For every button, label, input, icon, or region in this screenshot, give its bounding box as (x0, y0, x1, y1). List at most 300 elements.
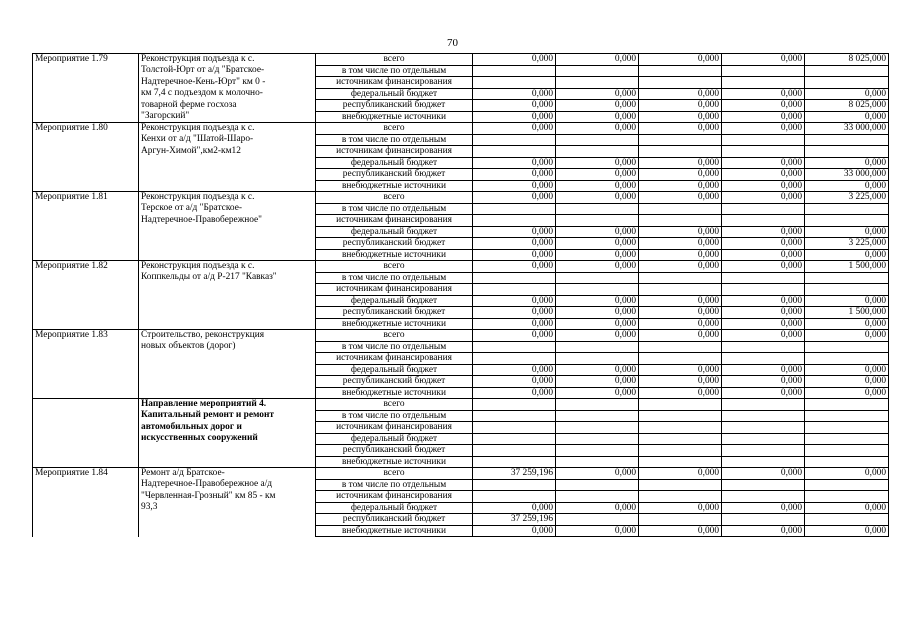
funding-source-cell: источникам финансирования (316, 422, 473, 434)
table-row (33, 65, 889, 77)
amount-cell: 0,000 (639, 376, 722, 388)
amount-cell: 0,000 (805, 318, 889, 330)
table-row (33, 157, 889, 169)
amount-cell (473, 215, 556, 227)
description-cell: Реконструкция подъезда к с. (139, 261, 316, 273)
table-row (33, 192, 889, 204)
amount-cell (722, 341, 805, 353)
amount-cell (473, 399, 556, 411)
table-row (33, 272, 889, 284)
amount-cell: 0,000 (556, 180, 639, 192)
description-cell (139, 353, 316, 365)
amount-cell: 0,000 (556, 525, 639, 537)
amount-cell (639, 422, 722, 434)
amount-cell (722, 399, 805, 411)
funding-source-cell: в том числе по отдельным (316, 65, 473, 77)
table-row (33, 226, 889, 238)
amount-cell (722, 433, 805, 445)
amount-cell (722, 353, 805, 365)
table-row (33, 376, 889, 388)
amount-cell: 0,000 (722, 364, 805, 376)
amount-cell: 0,000 (473, 318, 556, 330)
amount-cell: 0,000 (722, 100, 805, 112)
amount-cell: 0,000 (722, 249, 805, 261)
event-cell (33, 134, 139, 146)
description-cell: км 7,4 с подъездом к молочно- (139, 88, 316, 100)
amount-cell (639, 514, 722, 526)
amount-cell: 0,000 (556, 123, 639, 135)
event-cell (33, 88, 139, 100)
amount-cell: 0,000 (639, 318, 722, 330)
amount-cell: 0,000 (639, 238, 722, 250)
amount-cell: 3 225,000 (805, 238, 889, 250)
funding-source-cell: источникам финансирования (316, 353, 473, 365)
amount-cell (473, 433, 556, 445)
amount-cell: 0,000 (556, 249, 639, 261)
description-cell: Аргун-Химой",км2-км12 (139, 146, 316, 158)
description-cell: Надтеречное-Кень-Юрт" км 0 - (139, 77, 316, 89)
amount-cell (805, 65, 889, 77)
amount-cell (473, 410, 556, 422)
table-row (33, 307, 889, 319)
amount-cell (556, 445, 639, 457)
amount-cell: 0,000 (722, 123, 805, 135)
amount-cell: 0,000 (805, 502, 889, 514)
amount-cell (639, 399, 722, 411)
amount-cell (556, 215, 639, 227)
amount-cell: 0,000 (473, 180, 556, 192)
funding-source-cell: в том числе по отдельным (316, 479, 473, 491)
amount-cell: 0,000 (556, 502, 639, 514)
amount-cell: 0,000 (556, 468, 639, 480)
description-cell (139, 238, 316, 250)
amount-cell: 0,000 (722, 88, 805, 100)
table-row (33, 514, 889, 526)
description-cell: автомобильных дорог и (139, 422, 316, 434)
table-row (33, 249, 889, 261)
amount-cell (556, 341, 639, 353)
amount-cell (556, 514, 639, 526)
amount-cell: 0,000 (722, 307, 805, 319)
amount-cell (722, 284, 805, 296)
amount-cell: 0,000 (473, 169, 556, 181)
table-row (33, 502, 889, 514)
amount-cell (556, 491, 639, 503)
amount-cell (556, 399, 639, 411)
page-number: 70 (447, 37, 458, 49)
table-row (33, 203, 889, 215)
description-cell (139, 376, 316, 388)
amount-cell: 0,000 (805, 226, 889, 238)
amount-cell: 0,000 (473, 249, 556, 261)
event-cell (33, 353, 139, 365)
event-cell (33, 387, 139, 399)
amount-cell (639, 134, 722, 146)
description-cell: Надтеречное-Правобережное а/д (139, 479, 316, 491)
event-cell (33, 479, 139, 491)
amount-cell: 0,000 (639, 249, 722, 261)
amount-cell: 0,000 (639, 261, 722, 273)
amount-cell (556, 422, 639, 434)
amount-cell: 0,000 (556, 330, 639, 342)
amount-cell: 0,000 (639, 169, 722, 181)
amount-cell (805, 445, 889, 457)
amount-cell (805, 134, 889, 146)
amount-cell (722, 65, 805, 77)
amount-cell: 0,000 (473, 364, 556, 376)
event-cell (33, 307, 139, 319)
table-row (33, 88, 889, 100)
amount-cell (639, 479, 722, 491)
amount-cell: 0,000 (639, 123, 722, 135)
amount-cell: 3 225,000 (805, 192, 889, 204)
amount-cell: 0,000 (473, 88, 556, 100)
description-cell (139, 525, 316, 537)
amount-cell (556, 456, 639, 468)
description-cell: "Загорский" (139, 111, 316, 123)
amount-cell (805, 514, 889, 526)
funding-source-cell: федеральный бюджет (316, 88, 473, 100)
amount-cell (639, 146, 722, 158)
amount-cell (556, 65, 639, 77)
amount-cell: 0,000 (473, 295, 556, 307)
amount-cell (805, 479, 889, 491)
description-cell: Кенхи от а/д "Шатой-Шаро- (139, 134, 316, 146)
event-cell (33, 445, 139, 457)
table-row (33, 100, 889, 112)
amount-cell: 0,000 (639, 180, 722, 192)
description-cell: 93,3 (139, 502, 316, 514)
amount-cell (805, 422, 889, 434)
event-cell (33, 399, 139, 411)
amount-cell: 0,000 (473, 192, 556, 204)
amount-cell (639, 433, 722, 445)
amount-cell (639, 65, 722, 77)
amount-cell: 0,000 (639, 387, 722, 399)
funding-source-cell: всего (316, 261, 473, 273)
description-cell: товарной ферме госхоза (139, 100, 316, 112)
funding-source-cell: всего (316, 399, 473, 411)
amount-cell: 0,000 (639, 88, 722, 100)
event-cell: Мероприятие 1.81 (33, 192, 139, 204)
amount-cell: 0,000 (805, 525, 889, 537)
funding-source-cell: источникам финансирования (316, 215, 473, 227)
funding-source-cell: источникам финансирования (316, 77, 473, 89)
amount-cell (722, 203, 805, 215)
amount-cell (639, 215, 722, 227)
description-cell: Ремонт а/д Братское- (139, 468, 316, 480)
amount-cell: 0,000 (473, 307, 556, 319)
funding-source-cell: всего (316, 330, 473, 342)
table-row (33, 180, 889, 192)
amount-cell (639, 353, 722, 365)
amount-cell: 33 000,000 (805, 123, 889, 135)
amount-cell: 0,000 (805, 111, 889, 123)
event-cell (33, 215, 139, 227)
event-cell (33, 376, 139, 388)
amount-cell: 0,000 (556, 387, 639, 399)
description-cell: Терское от а/д "Братское- (139, 203, 316, 215)
amount-cell: 0,000 (639, 111, 722, 123)
amount-cell: 0,000 (473, 376, 556, 388)
amount-cell (805, 491, 889, 503)
table-row (33, 123, 889, 135)
amount-cell: 0,000 (556, 307, 639, 319)
amount-cell: 0,000 (722, 468, 805, 480)
amount-cell (556, 77, 639, 89)
amount-cell (805, 353, 889, 365)
amount-cell (722, 491, 805, 503)
amount-cell: 0,000 (805, 249, 889, 261)
amount-cell: 0,000 (473, 226, 556, 238)
event-cell (33, 249, 139, 261)
amount-cell (473, 491, 556, 503)
description-cell (139, 364, 316, 376)
amount-cell: 0,000 (639, 525, 722, 537)
table-row (33, 238, 889, 250)
funding-source-cell: федеральный бюджет (316, 295, 473, 307)
amount-cell (639, 341, 722, 353)
amount-cell: 8 025,000 (805, 54, 889, 66)
amount-cell (473, 203, 556, 215)
amount-cell: 0,000 (805, 180, 889, 192)
funding-source-cell: республиканский бюджет (316, 100, 473, 112)
table-row (33, 353, 889, 365)
description-cell (139, 387, 316, 399)
amount-cell (473, 65, 556, 77)
event-cell (33, 525, 139, 537)
amount-cell (805, 203, 889, 215)
amount-cell: 0,000 (639, 468, 722, 480)
funding-source-cell: источникам финансирования (316, 284, 473, 296)
event-cell (33, 422, 139, 434)
event-cell (33, 100, 139, 112)
amount-cell (805, 146, 889, 158)
event-cell (33, 272, 139, 284)
event-cell (33, 456, 139, 468)
event-cell (33, 318, 139, 330)
funding-source-cell: федеральный бюджет (316, 502, 473, 514)
description-cell (139, 226, 316, 238)
event-cell (33, 111, 139, 123)
amount-cell: 1 500,000 (805, 261, 889, 273)
table-row (33, 468, 889, 480)
amount-cell: 0,000 (556, 88, 639, 100)
table-row (33, 215, 889, 227)
funding-source-cell: всего (316, 54, 473, 66)
funding-source-cell: в том числе по отдельным (316, 410, 473, 422)
amount-cell (805, 341, 889, 353)
amount-cell (639, 77, 722, 89)
funding-source-cell: внебюджетные источники (316, 249, 473, 261)
amount-cell: 0,000 (639, 502, 722, 514)
amount-cell (556, 353, 639, 365)
amount-cell: 1 500,000 (805, 307, 889, 319)
amount-cell (639, 456, 722, 468)
amount-cell (473, 146, 556, 158)
event-cell (33, 157, 139, 169)
description-cell (139, 249, 316, 261)
funding-source-cell: в том числе по отдельным (316, 272, 473, 284)
table-row (33, 399, 889, 411)
funding-source-cell: республиканский бюджет (316, 307, 473, 319)
amount-cell: 0,000 (722, 318, 805, 330)
table-row (33, 330, 889, 342)
table-row (33, 456, 889, 468)
amount-cell: 0,000 (556, 376, 639, 388)
event-cell (33, 226, 139, 238)
description-cell (139, 295, 316, 307)
funding-source-cell: всего (316, 192, 473, 204)
amount-cell: 0,000 (639, 330, 722, 342)
event-cell (33, 238, 139, 250)
amount-cell (473, 341, 556, 353)
description-cell: Капитальный ремонт и ремонт (139, 410, 316, 422)
amount-cell: 33 000,000 (805, 169, 889, 181)
description-cell: новых объектов (дорог) (139, 341, 316, 353)
amount-cell (473, 422, 556, 434)
amount-cell: 0,000 (722, 525, 805, 537)
amount-cell: 0,000 (805, 468, 889, 480)
amount-cell: 0,000 (639, 100, 722, 112)
amount-cell: 0,000 (639, 307, 722, 319)
funding-source-cell: республиканский бюджет (316, 169, 473, 181)
amount-cell (473, 445, 556, 457)
funding-source-cell: федеральный бюджет (316, 364, 473, 376)
amount-cell: 0,000 (473, 330, 556, 342)
funding-source-cell: республиканский бюджет (316, 445, 473, 457)
amount-cell (722, 272, 805, 284)
amount-cell (556, 146, 639, 158)
amount-cell: 0,000 (639, 157, 722, 169)
budget-table (32, 53, 889, 537)
funding-source-cell: федеральный бюджет (316, 157, 473, 169)
amount-cell: 0,000 (556, 226, 639, 238)
description-cell (139, 456, 316, 468)
description-cell (139, 284, 316, 296)
amount-cell: 0,000 (556, 238, 639, 250)
amount-cell: 0,000 (639, 226, 722, 238)
event-cell (33, 410, 139, 422)
amount-cell (722, 410, 805, 422)
amount-cell: 0,000 (639, 295, 722, 307)
amount-cell (805, 410, 889, 422)
amount-cell (722, 422, 805, 434)
event-cell: Мероприятие 1.79 (33, 54, 139, 66)
amount-cell (805, 399, 889, 411)
amount-cell: 0,000 (722, 180, 805, 192)
amount-cell (556, 203, 639, 215)
amount-cell: 0,000 (805, 364, 889, 376)
funding-source-cell: республиканский бюджет (316, 514, 473, 526)
amount-cell: 0,000 (722, 192, 805, 204)
amount-cell: 0,000 (556, 100, 639, 112)
table-row (33, 111, 889, 123)
description-cell (139, 514, 316, 526)
amount-cell (639, 410, 722, 422)
amount-cell: 0,000 (722, 54, 805, 66)
amount-cell (556, 479, 639, 491)
description-cell (139, 180, 316, 192)
amount-cell: 0,000 (556, 295, 639, 307)
amount-cell: 0,000 (722, 238, 805, 250)
funding-source-cell: республиканский бюджет (316, 238, 473, 250)
amount-cell (556, 410, 639, 422)
event-cell (33, 364, 139, 376)
amount-cell: 0,000 (639, 54, 722, 66)
amount-cell (473, 77, 556, 89)
table-row (33, 169, 889, 181)
event-cell: Мероприятие 1.84 (33, 468, 139, 480)
amount-cell: 0,000 (805, 157, 889, 169)
event-cell (33, 295, 139, 307)
description-cell: Толстой-Юрт от а/д "Братское- (139, 65, 316, 77)
table-row (33, 341, 889, 353)
amount-cell: 0,000 (473, 238, 556, 250)
funding-source-cell: внебюджетные источники (316, 387, 473, 399)
amount-cell (722, 134, 805, 146)
amount-cell (722, 445, 805, 457)
amount-cell: 0,000 (722, 226, 805, 238)
amount-cell: 0,000 (473, 502, 556, 514)
amount-cell (805, 456, 889, 468)
description-cell: Реконструкция подъезда к с. (139, 123, 316, 135)
amount-cell (805, 215, 889, 227)
table-row (33, 77, 889, 89)
amount-cell: 0,000 (556, 364, 639, 376)
table-row (33, 479, 889, 491)
description-cell: "Червленная-Грозный" км 85 - км (139, 491, 316, 503)
amount-cell (639, 272, 722, 284)
amount-cell (805, 272, 889, 284)
funding-source-cell: источникам финансирования (316, 146, 473, 158)
funding-source-cell: внебюджетные источники (316, 525, 473, 537)
funding-source-cell: внебюджетные источники (316, 111, 473, 123)
description-cell (139, 157, 316, 169)
amount-cell (639, 203, 722, 215)
amount-cell: 0,000 (473, 387, 556, 399)
funding-source-cell: в том числе по отдельным (316, 203, 473, 215)
event-cell (33, 341, 139, 353)
table-row (33, 364, 889, 376)
amount-cell: 0,000 (473, 525, 556, 537)
amount-cell: 0,000 (473, 54, 556, 66)
amount-cell (805, 284, 889, 296)
description-cell: Строительство, реконструкция (139, 330, 316, 342)
event-cell (33, 169, 139, 181)
amount-cell: 37 259,196 (473, 514, 556, 526)
funding-source-cell: внебюджетные источники (316, 180, 473, 192)
description-cell: Направление мероприятий 4. (139, 399, 316, 411)
description-cell: Реконструкция подъезда к с. (139, 54, 316, 66)
event-cell (33, 491, 139, 503)
amount-cell: 0,000 (473, 100, 556, 112)
amount-cell: 0,000 (556, 54, 639, 66)
description-cell (139, 318, 316, 330)
amount-cell (556, 134, 639, 146)
table-row (33, 433, 889, 445)
amount-cell: 0,000 (805, 387, 889, 399)
description-cell: искусственных сооружений (139, 433, 316, 445)
table-row (33, 318, 889, 330)
event-cell (33, 433, 139, 445)
amount-cell: 0,000 (805, 295, 889, 307)
amount-cell (722, 514, 805, 526)
amount-cell (805, 77, 889, 89)
table-row (33, 284, 889, 296)
amount-cell: 0,000 (639, 364, 722, 376)
amount-cell: 0,000 (722, 295, 805, 307)
